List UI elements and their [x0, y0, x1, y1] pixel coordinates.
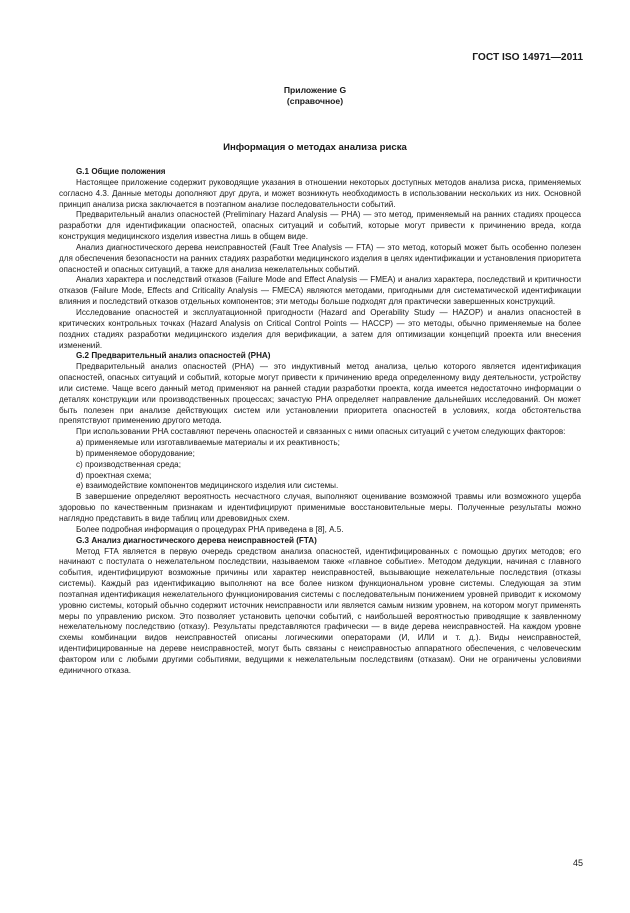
- paragraph: Настоящее приложение содержит руководящие указания в отношении некоторых доступных методов анализа риска, применяемых согласно 4.3. Данные методы дополняют друг друга, и может возникнуть необходимость в использовании нескольких из них. Основной принцип анализа риска заключается в поэтапном анализе последовательности событий.: [59, 177, 581, 209]
- paragraph: Анализ характера и последствий отказов (Failure Mode and Effect Analysis — FMEA) и анализ характера, последствий и критичности отказов (Failure Mode, Effects and Criticality Analysis — FMECA) являются методами, пригодными для систематической идентификации влияния и последствий отказов отдельных компонентов; эти методы больше подходят для практически завершенных конструкций.: [59, 275, 581, 307]
- list-item: b) применяемое оборудование;: [76, 448, 195, 458]
- list-item: e) взаимодействие компонентов медицинского изделия или системы.: [76, 481, 339, 491]
- paragraph: Более подробная информация о процедурах PHA приведена в [8], A.5.: [76, 524, 344, 534]
- page-number: 45: [572, 858, 583, 868]
- paragraph: Анализ диагностического дерева неисправностей (Fault Tree Analysis — FTA) — это метод, который может быть особенно полезен для обеспечения безопасности на ранних стадиях разработки медицинского изделия в целях идентификации и установления приоритета опасностей и опасных ситуаций, а также для анализа нежелательных событий.: [59, 242, 581, 274]
- appendix-title: Приложение G: [283, 85, 347, 95]
- section-heading: G.3 Анализ диагностического дерева неисправностей (FTA): [76, 535, 317, 545]
- standard-number: ГОСТ ISO 14971—2011: [472, 52, 583, 63]
- paragraph: Метод FTA является в первую очередь средством анализа опасностей, идентифицированных с помощью других методов; его начинают с постулата о нежелательном последствии, называемом также «главное событие». Методом дедукции, начиная с главного события, идентифицируют возможные причины или характер неисправностей, вызывающие нежелательные последствия (отказы системы). Каждый раз идентификацию выполняют на все более низком функциональном уровне системы. Следующая за этим поэтапная идентификация нежелательного функционирования системы с последовательным понижением уровней приводит к искомому уровню системы, который обычно содержит источник неисправности или является самым низким уровнем, на котором могут применять меры по управлению риском. Это позволяет установить цепочки событий, с наибольшей вероятностью приводящие к заявленному нежелательному последствию (отказу). Результаты представляются графически — в виде дерева неисправностей. На каждом уровне схемы комбинации видов неисправностей описаны логическими операторами (И, ИЛИ и т. д.). Виды неисправностей, идентифицированные на дереве неисправностей, могут быть связаны с неисправностью аппаратного обеспечения, с человеческим фактором или с любыми другими событиями, ведущими к нежелательным последствиям (отказам). Они не ограничены условиями единичного отказа.: [59, 546, 581, 675]
- document-body: [59, 167, 581, 677]
- paragraph: Предварительный анализ опасностей (PHA) — это индуктивный метод анализа, целью которого является идентификация опасностей, опасных ситуаций и событий, которые могут привести к причинению вреда определенному виду деятельности, устройству или системе. Чаще всего данный метод применяют на ранней стадии разработки проекта, когда имеется недостаточно информации о деталях конструкции или производственных процессах; зачастую PHA определяет направление дальнейших исследований. Он может быть полезен при анализе действующих систем или установлении приоритета опасностей в условиях, когда обстоятельства препятствуют применению другого метода.: [59, 362, 581, 426]
- appendix-type: (справочное): [286, 96, 344, 106]
- page-title: Информация о методах анализа риска: [223, 142, 407, 153]
- list-item: d) проектная схема;: [76, 470, 152, 480]
- paragraph: Предварительный анализ опасностей (Preliminary Hazard Analysis — PHA) — это метод, применяемый на ранних стадиях процесса разработки для идентификации опасностей, опасных ситуаций и событий, которые могут привести к причинению вреда, когда конструкция медицинского изделия известна лишь в общем виде.: [59, 210, 581, 242]
- list-item: c) производственная среда;: [76, 459, 181, 469]
- paragraph: При использовании PHA составляют перечень опасностей и связанных с ними опасных ситуаций с учетом следующих факторов:: [76, 427, 566, 437]
- paragraph: Исследование опасностей и эксплуатационной пригодности (Hazard and Operability Study — HAZOP) и анализ опасностей в критических контрольных точках (Hazard Analysis on Critical Control Points — HACCP) — это методы, обычно применяемые на более поздних стадиях разработки медицинского изделия для верификации, а затем для оптимизации концепций проекта или внесения изменений.: [59, 307, 581, 350]
- list-item: a) применяемые или изготавливаемые материалы и их реактивность;: [76, 438, 340, 448]
- paragraph: В завершение определяют вероятность несчастного случая, выполняют оценивание возможной травмы или возможного ущерба здоровью по качественным признакам и идентифицируют применимые восстановительные меры. Полученные результаты можно наглядно представить в виде таблиц или древовидных схем.: [59, 492, 581, 523]
- section-heading: G.2 Предварительный анализ опасностей (PHA): [76, 351, 271, 361]
- section-heading: G.1 Общие положения: [76, 167, 166, 176]
